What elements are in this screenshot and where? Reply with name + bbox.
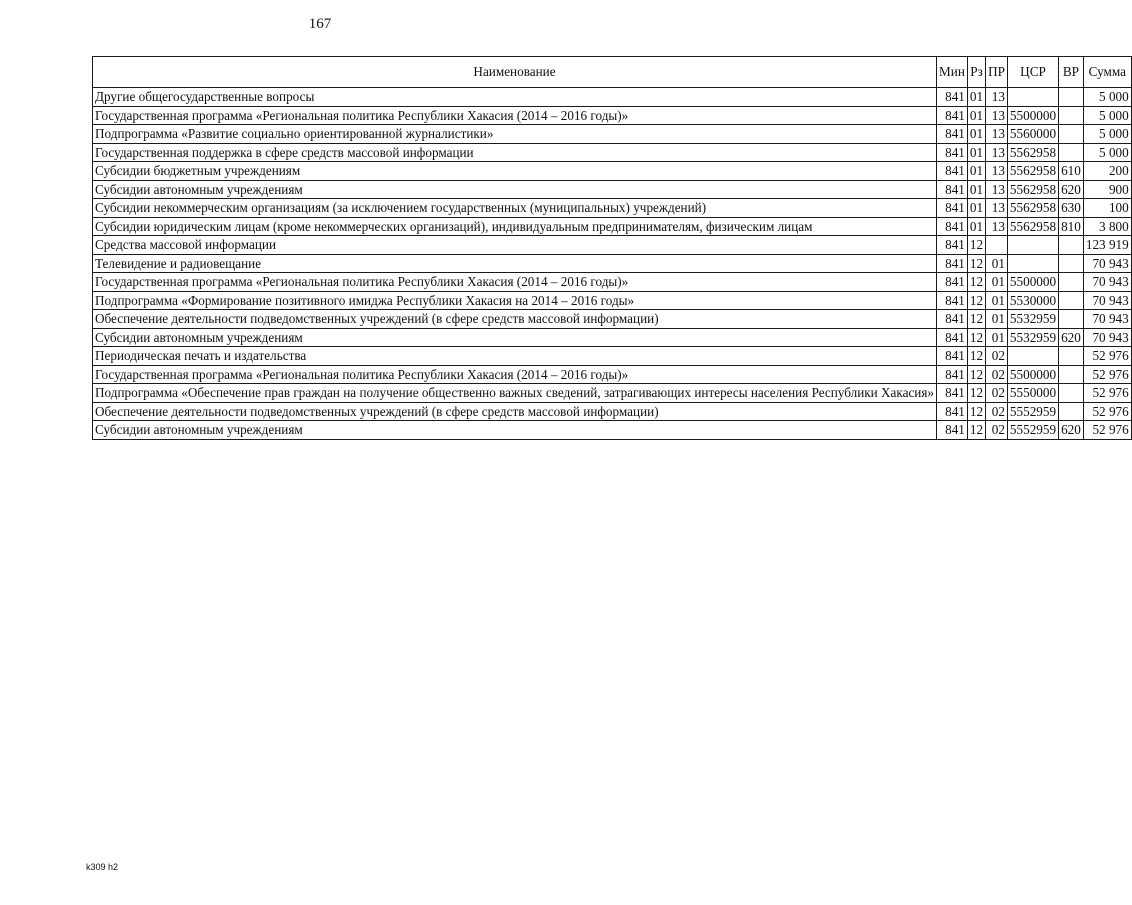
cell-csr: 5562958 <box>1007 180 1058 199</box>
page-number: 167 <box>308 16 332 32</box>
cell-vr <box>1059 106 1084 125</box>
cell-min: 841 <box>937 402 968 421</box>
table-row <box>93 125 1132 144</box>
cell-vr <box>1059 273 1084 292</box>
cell-sum: 52 976 <box>1083 402 1131 421</box>
cell-vr <box>1059 125 1084 144</box>
budget-table <box>92 56 1132 440</box>
cell-min: 841 <box>937 328 968 347</box>
cell-min: 841 <box>937 88 968 107</box>
cell-min: 841 <box>937 180 968 199</box>
header-vr: ВР <box>1059 57 1084 88</box>
cell-name: Обеспечение деятельности подведомственных учреждений (в сфере средств массовой информации) <box>93 310 937 329</box>
cell-csr <box>1007 88 1058 107</box>
cell-csr: 5500000 <box>1007 365 1058 384</box>
cell-sum: 70 943 <box>1083 291 1131 310</box>
cell-pr: 13 <box>986 199 1008 218</box>
cell-vr <box>1059 236 1084 255</box>
cell-pr: 02 <box>986 365 1008 384</box>
cell-rz: 01 <box>967 199 985 218</box>
cell-min: 841 <box>937 273 968 292</box>
cell-csr: 5532959 <box>1007 310 1058 329</box>
cell-csr: 5500000 <box>1007 273 1058 292</box>
header-min: Мин <box>937 57 968 88</box>
cell-sum: 70 943 <box>1083 254 1131 273</box>
cell-name: Государственная программа «Региональная политика Республики Хакасия (2014 – 2016 годы)» <box>93 273 937 292</box>
cell-rz: 12 <box>967 421 985 440</box>
header-row <box>93 57 1132 88</box>
cell-pr: 13 <box>986 180 1008 199</box>
table-row <box>93 384 1132 403</box>
cell-sum: 5 000 <box>1083 88 1131 107</box>
cell-sum: 70 943 <box>1083 328 1131 347</box>
cell-vr <box>1059 291 1084 310</box>
cell-rz: 01 <box>967 162 985 181</box>
cell-rz: 12 <box>967 291 985 310</box>
cell-name: Субсидии некоммерческим организациям (за исключением государственных (муниципальных) учреждений) <box>93 199 937 218</box>
table-row <box>93 421 1132 440</box>
footer-code: k309 h2 <box>86 862 119 872</box>
header-pr: ПР <box>986 57 1008 88</box>
cell-pr: 01 <box>986 328 1008 347</box>
cell-rz: 12 <box>967 347 985 366</box>
cell-rz: 01 <box>967 180 985 199</box>
cell-pr: 13 <box>986 88 1008 107</box>
cell-vr <box>1059 365 1084 384</box>
table-row <box>93 88 1132 107</box>
table-row <box>93 365 1132 384</box>
cell-name: Средства массовой информации <box>93 236 937 255</box>
cell-name: Субсидии автономным учреждениям <box>93 328 937 347</box>
cell-pr: 13 <box>986 106 1008 125</box>
cell-csr: 5560000 <box>1007 125 1058 144</box>
cell-name: Субсидии бюджетным учреждениям <box>93 162 937 181</box>
cell-pr: 02 <box>986 347 1008 366</box>
table-row <box>93 328 1132 347</box>
table-row <box>93 291 1132 310</box>
cell-name: Государственная поддержка в сфере средств массовой информации <box>93 143 937 162</box>
cell-pr: 13 <box>986 125 1008 144</box>
cell-sum: 52 976 <box>1083 365 1131 384</box>
cell-csr: 5532959 <box>1007 328 1058 347</box>
cell-rz: 01 <box>967 106 985 125</box>
cell-csr <box>1007 254 1058 273</box>
cell-rz: 01 <box>967 143 985 162</box>
cell-sum: 5 000 <box>1083 125 1131 144</box>
cell-sum: 3 800 <box>1083 217 1131 236</box>
cell-name: Государственная программа «Региональная политика Республики Хакасия (2014 – 2016 годы)» <box>93 365 937 384</box>
cell-vr <box>1059 143 1084 162</box>
cell-sum: 70 943 <box>1083 310 1131 329</box>
cell-min: 841 <box>937 365 968 384</box>
cell-name: Подпрограмма «Формирование позитивного имиджа Республики Хакасия на 2014 – 2016 годы» <box>93 291 937 310</box>
cell-vr: 620 <box>1059 328 1084 347</box>
cell-vr: 610 <box>1059 162 1084 181</box>
cell-sum: 52 976 <box>1083 421 1131 440</box>
cell-pr: 02 <box>986 402 1008 421</box>
cell-name: Подпрограмма «Обеспечение прав граждан на получение общественно важных сведений, затрагивающих интересы населения Республики Хакасия» <box>93 384 937 403</box>
cell-pr: 13 <box>986 162 1008 181</box>
header-sum: Сумма <box>1083 57 1131 88</box>
cell-csr: 5530000 <box>1007 291 1058 310</box>
table-row <box>93 347 1132 366</box>
cell-name: Телевидение и радиовещание <box>93 254 937 273</box>
cell-rz: 01 <box>967 217 985 236</box>
cell-vr <box>1059 88 1084 107</box>
cell-name: Государственная программа «Региональная политика Республики Хакасия (2014 – 2016 годы)» <box>93 106 937 125</box>
cell-vr: 630 <box>1059 199 1084 218</box>
cell-name: Периодическая печать и издательства <box>93 347 937 366</box>
cell-min: 841 <box>937 199 968 218</box>
table-row <box>93 180 1132 199</box>
cell-min: 841 <box>937 106 968 125</box>
cell-vr <box>1059 310 1084 329</box>
cell-rz: 12 <box>967 328 985 347</box>
cell-name: Субсидии автономным учреждениям <box>93 180 937 199</box>
cell-min: 841 <box>937 291 968 310</box>
cell-pr: 13 <box>986 143 1008 162</box>
cell-pr: 13 <box>986 217 1008 236</box>
cell-pr: 01 <box>986 254 1008 273</box>
cell-vr: 620 <box>1059 180 1084 199</box>
cell-vr <box>1059 384 1084 403</box>
cell-sum: 70 943 <box>1083 273 1131 292</box>
cell-rz: 12 <box>967 236 985 255</box>
cell-csr: 5562958 <box>1007 217 1058 236</box>
cell-rz: 01 <box>967 88 985 107</box>
table-row <box>93 402 1132 421</box>
cell-sum: 52 976 <box>1083 347 1131 366</box>
cell-vr <box>1059 254 1084 273</box>
cell-rz: 12 <box>967 402 985 421</box>
cell-csr: 5552959 <box>1007 402 1058 421</box>
cell-sum: 5 000 <box>1083 143 1131 162</box>
cell-min: 841 <box>937 347 968 366</box>
cell-pr: 02 <box>986 421 1008 440</box>
cell-sum: 123 919 <box>1083 236 1131 255</box>
cell-csr <box>1007 347 1058 366</box>
table-row <box>93 310 1132 329</box>
cell-name: Субсидии автономным учреждениям <box>93 421 937 440</box>
table-row <box>93 236 1132 255</box>
cell-min: 841 <box>937 143 968 162</box>
cell-rz: 12 <box>967 310 985 329</box>
cell-pr: 01 <box>986 310 1008 329</box>
cell-sum: 5 000 <box>1083 106 1131 125</box>
table-row <box>93 106 1132 125</box>
cell-name: Другие общегосударственные вопросы <box>93 88 937 107</box>
cell-sum: 100 <box>1083 199 1131 218</box>
cell-csr: 5562958 <box>1007 143 1058 162</box>
cell-vr <box>1059 347 1084 366</box>
cell-csr: 5552959 <box>1007 421 1058 440</box>
table-body <box>93 88 1132 440</box>
cell-vr <box>1059 402 1084 421</box>
header-rz: Рз <box>967 57 985 88</box>
table-row <box>93 162 1132 181</box>
cell-sum: 52 976 <box>1083 384 1131 403</box>
cell-vr: 620 <box>1059 421 1084 440</box>
cell-min: 841 <box>937 384 968 403</box>
cell-min: 841 <box>937 236 968 255</box>
cell-rz: 12 <box>967 273 985 292</box>
cell-pr <box>986 236 1008 255</box>
cell-pr: 01 <box>986 273 1008 292</box>
table-row <box>93 217 1132 236</box>
cell-csr: 5562958 <box>1007 199 1058 218</box>
cell-csr: 5550000 <box>1007 384 1058 403</box>
cell-vr: 810 <box>1059 217 1084 236</box>
cell-rz: 12 <box>967 384 985 403</box>
table-row <box>93 143 1132 162</box>
table-row <box>93 273 1132 292</box>
cell-sum: 200 <box>1083 162 1131 181</box>
cell-name: Субсидии юридическим лицам (кроме некоммерческих организаций), индивидуальным предпринимателям, физическим лицам <box>93 217 937 236</box>
cell-pr: 01 <box>986 291 1008 310</box>
table-header <box>93 57 1132 88</box>
cell-pr: 02 <box>986 384 1008 403</box>
cell-min: 841 <box>937 254 968 273</box>
cell-rz: 12 <box>967 254 985 273</box>
header-name: Наименование <box>93 57 937 88</box>
cell-csr: 5562958 <box>1007 162 1058 181</box>
cell-min: 841 <box>937 125 968 144</box>
cell-min: 841 <box>937 421 968 440</box>
cell-csr <box>1007 236 1058 255</box>
cell-rz: 12 <box>967 365 985 384</box>
cell-min: 841 <box>937 162 968 181</box>
header-csr: ЦСР <box>1007 57 1058 88</box>
cell-min: 841 <box>937 310 968 329</box>
cell-name: Обеспечение деятельности подведомственных учреждений (в сфере средств массовой информации) <box>93 402 937 421</box>
cell-min: 841 <box>937 217 968 236</box>
cell-sum: 900 <box>1083 180 1131 199</box>
cell-rz: 01 <box>967 125 985 144</box>
table-row <box>93 254 1132 273</box>
cell-name: Подпрограмма «Развитие социально ориентированной журналистики» <box>93 125 937 144</box>
table-row <box>93 199 1132 218</box>
cell-csr: 5500000 <box>1007 106 1058 125</box>
